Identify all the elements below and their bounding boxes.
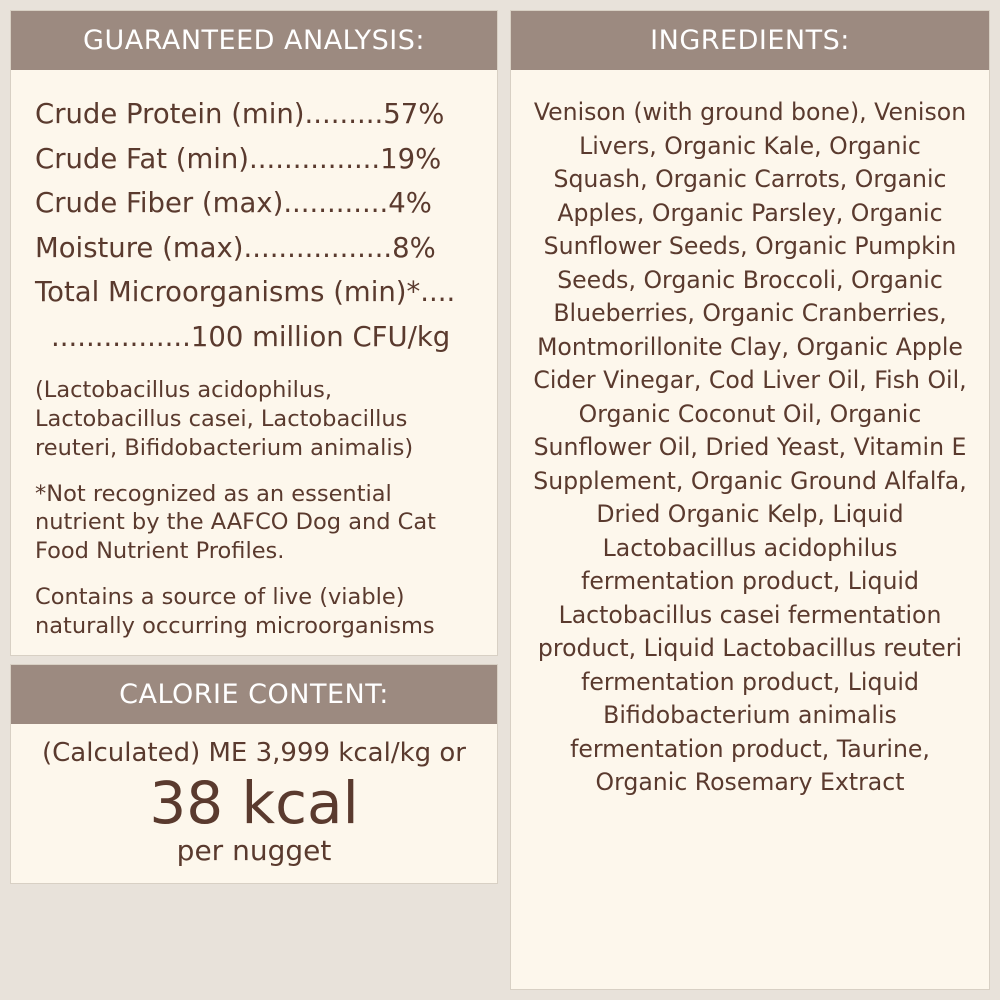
guaranteed-analysis-body: [11, 70, 497, 655]
calorie-content-panel: [10, 664, 498, 885]
ga-row: [35, 270, 475, 315]
ga-row-label: Crude Fat (min): [35, 142, 250, 175]
guaranteed-analysis-header: GUARANTEED ANALYSIS:: [11, 11, 497, 70]
calorie-content-header: CALORIE CONTENT:: [11, 665, 497, 724]
left-column: [10, 10, 498, 990]
ga-row-dots: .........: [304, 98, 384, 130]
ga-row-label: Crude Protein (min): [35, 98, 305, 130]
calorie-calculated-line: (Calculated) ME 3,999 kcal/kg or: [42, 737, 466, 768]
ga-row-label: Total Microorganisms (min)*: [35, 276, 421, 309]
ga-live-organisms-note: Contains a source of live (viable) naturally occurring microorganisms: [35, 584, 435, 639]
ga-row-value: 8%: [392, 231, 436, 264]
ga-row: [35, 137, 475, 182]
ga-row: [35, 92, 475, 137]
calorie-per-unit-label: per nugget: [176, 834, 332, 868]
ga-row-value: 4%: [388, 187, 432, 220]
ga-row: [35, 226, 475, 271]
ga-continuation-line: ................100 million CFU/kg: [51, 320, 451, 353]
right-column: [510, 10, 990, 990]
calorie-content-body: [11, 724, 497, 884]
ga-asterisk-note: *Not recognized as an essential nutrient by the AAFCO Dog and Cat Food Nutrient Profiles.: [35, 480, 437, 565]
ga-row-dots: ....: [420, 276, 456, 309]
ingredients-text: Venison (with ground bone), Venison Livers, Organic Kale, Organic Squash, Organic Carrots, Organic Apples, Organic Parsley, Organic Sunflower Seeds, Organic Pumpkin Seeds, Organic Broccoli, Organic Blueberries, Organic Cranberries, Montmorillonite Clay, Organic Apple Cider Vinegar, Cod Liver Oil, Fish Oil, Organic Coconut Oil, Organic Sunflower Oil, Dried Yeast, Vitamin E Supplement, Organic Ground Alfalfa, Dried Organic Kelp, Liquid Lactobacillus acidophilus fermentation product, Liquid Lactobacillus casei fermentation product, Liquid Lactobacillus reuteri fermentation product, Liquid Bifidobacterium animalis fermentation product, Taurine, Organic Rosemary Extract: [533, 98, 967, 796]
ga-row-label: Moisture (max): [35, 231, 244, 264]
ingredients-panel: [510, 10, 990, 990]
ga-row-dots: ............: [283, 187, 389, 220]
ga-organisms-note: (Lactobacillus acidophilus, Lactobacillus casei, Lactobacillus reuteri, Bifidobacterium animalis): [35, 377, 414, 461]
ga-row-label: Crude Fiber (max): [35, 187, 284, 220]
calorie-per-unit-value: 38 kcal: [149, 768, 359, 837]
ga-row-value: 19%: [380, 142, 442, 175]
guaranteed-analysis-panel: [10, 10, 498, 656]
ga-row-dots: .................: [243, 231, 393, 264]
ga-row-dots: ...............: [249, 142, 381, 175]
ingredients-header: INGREDIENTS:: [511, 11, 989, 70]
ga-row: [35, 181, 475, 226]
ga-row-value: 57%: [383, 98, 445, 130]
